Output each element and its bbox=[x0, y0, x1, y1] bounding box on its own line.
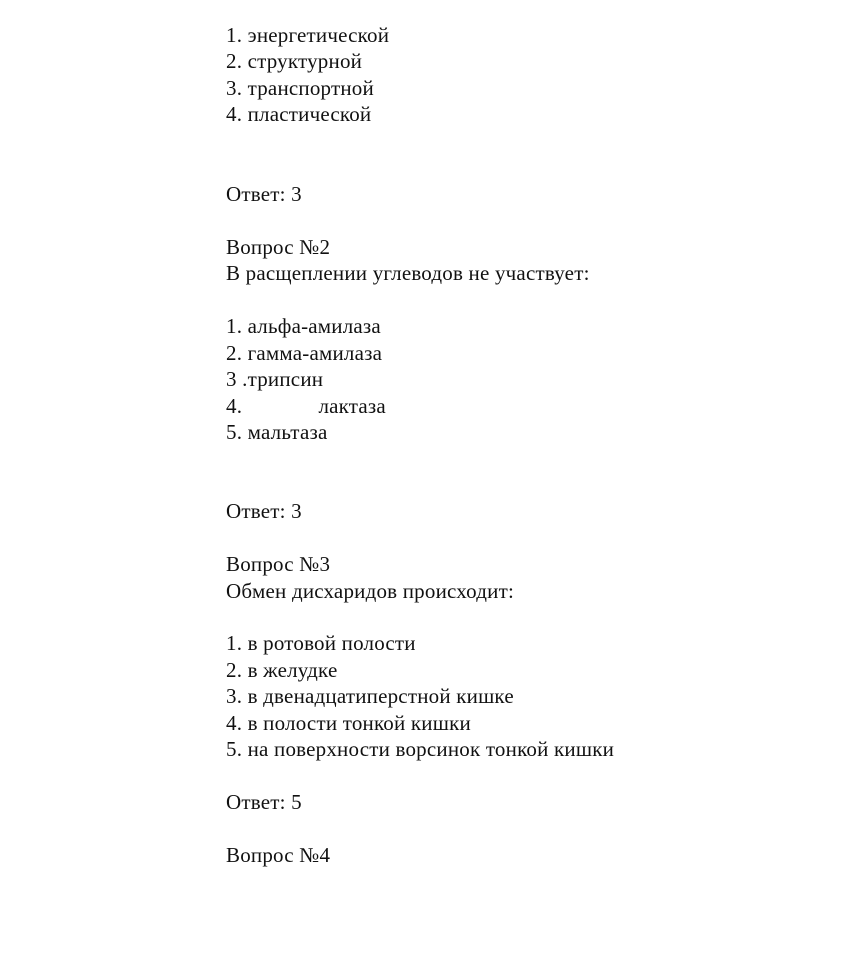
q2-option-5: 5. мальтаза bbox=[226, 420, 328, 444]
q3-option-1: 1. в ротовой полости bbox=[226, 631, 416, 655]
q4-title: Вопрос №4 bbox=[226, 843, 331, 867]
q2-option-4: 4. лактаза bbox=[226, 394, 386, 418]
q2-title: Вопрос №2 bbox=[226, 235, 331, 259]
q1-option-4: 4. пластической bbox=[226, 102, 372, 126]
q1-answer: Ответ: 3 bbox=[226, 182, 302, 206]
q3-option-2: 2. в желудке bbox=[226, 658, 338, 682]
q2-prompt: В расщеплении углеводов не участвует: bbox=[226, 261, 590, 285]
q2-option-2: 2. гамма-амилаза bbox=[226, 341, 383, 365]
q2-answer: Ответ: 3 bbox=[226, 499, 302, 523]
q3-answer: Ответ: 5 bbox=[226, 790, 302, 814]
q1-option-3: 3. транспортной bbox=[226, 76, 374, 100]
q2-option-1: 1. альфа-амилаза bbox=[226, 314, 381, 338]
q3-title: Вопрос №3 bbox=[226, 552, 331, 576]
q1-option-2: 2. структурной bbox=[226, 49, 363, 73]
q3-prompt: Обмен дисхаридов происходит: bbox=[226, 579, 514, 603]
q3-option-5: 5. на поверхности ворсинок тонкой кишки bbox=[226, 737, 615, 761]
q3-option-3: 3. в двенадцатиперстной кишке bbox=[226, 684, 514, 708]
q1-option-1: 1. энергетической bbox=[226, 23, 390, 47]
q2-option-3: 3 .трипсин bbox=[226, 367, 324, 391]
q3-option-4: 4. в полости тонкой кишки bbox=[226, 711, 471, 735]
